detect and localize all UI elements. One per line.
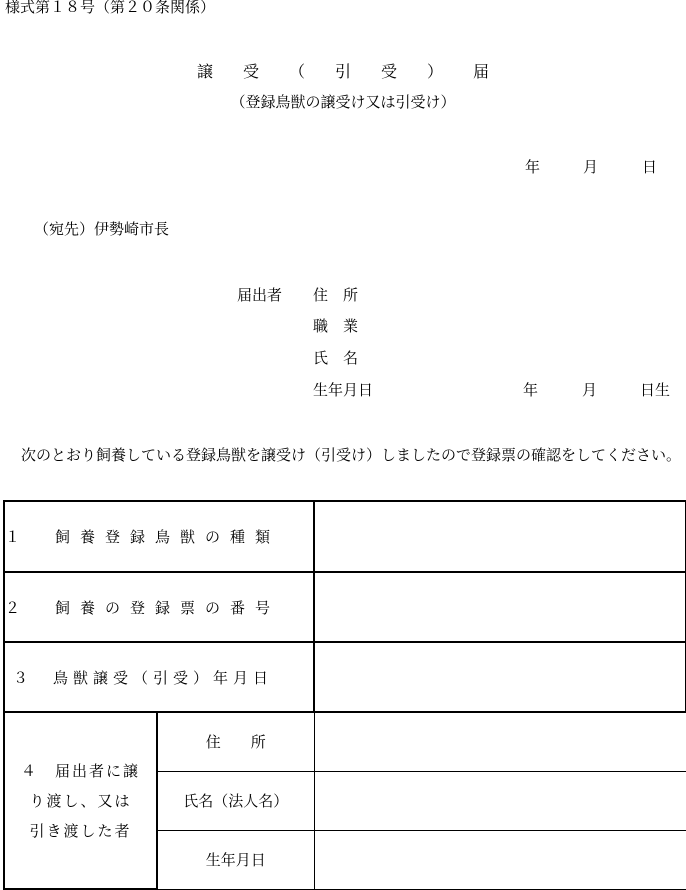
- title-char: 受: [381, 62, 398, 81]
- row3-label: ３ 鳥獣譲受（引受）年月日: [4, 642, 314, 712]
- title-char: 届: [473, 62, 490, 81]
- table-row: [4, 572, 686, 642]
- row4-address-value[interactable]: [314, 712, 686, 771]
- row4-label-line2: り渡し、又は: [29, 791, 132, 810]
- notifier-birth-year: 年: [523, 381, 539, 399]
- notifier-occupation-label: 職 業: [313, 317, 359, 335]
- notifier-birth-day: 日生: [640, 381, 671, 399]
- table-row: [4, 501, 686, 572]
- row4-name-value[interactable]: [314, 771, 686, 830]
- row4-label-line1: ４ 届出者に譲: [20, 761, 140, 780]
- table-row: [4, 642, 686, 712]
- row4-label: [4, 712, 157, 889]
- date-year: 年: [525, 158, 541, 176]
- addressee: （宛先）伊勢崎市長: [34, 220, 170, 238]
- form-subtitle: （登録鳥獣の譲受け又は引受け）: [230, 93, 456, 111]
- row1-label: １ 飼養登録鳥獣の種類: [4, 501, 314, 572]
- date-day: 日: [642, 158, 658, 176]
- row4-name-label: 氏名（法人名）: [157, 771, 314, 830]
- notifier-label: 届出者: [237, 286, 283, 304]
- title-char: （: [288, 62, 305, 81]
- form-title: [0, 62, 686, 82]
- row1-value[interactable]: [314, 501, 686, 572]
- notifier-address-label: 住 所: [313, 286, 359, 304]
- body-text: 次のとおり飼養している登録鳥獣を譲受け（引受け）しましたので登録票の確認をしてください。: [6, 446, 682, 464]
- title-char: 譲: [196, 62, 213, 81]
- title-char: 引: [334, 62, 351, 81]
- form-number: 様式第１８号（第２０条関係）: [5, 0, 216, 16]
- row4-address-label: 住 所: [157, 712, 314, 771]
- row3-value[interactable]: [314, 642, 686, 712]
- notifier-birthdate-label: 生年月日: [313, 381, 374, 399]
- row4-birthdate-label: 生年月日: [157, 830, 314, 889]
- notifier-name-label: 氏 名: [313, 349, 359, 367]
- row4-birthdate-value[interactable]: [314, 830, 686, 889]
- row4-label-line3: 引き渡した者: [29, 821, 132, 840]
- notification-table: [3, 500, 686, 890]
- notifier-birth-month: 月: [582, 381, 598, 399]
- row2-label: ２ 飼養の登録票の番号: [4, 572, 314, 642]
- date-month: 月: [583, 158, 599, 176]
- title-char: ）: [427, 62, 444, 81]
- title-char: 受: [242, 62, 259, 81]
- table-row: [4, 712, 686, 771]
- row2-value[interactable]: [314, 572, 686, 642]
